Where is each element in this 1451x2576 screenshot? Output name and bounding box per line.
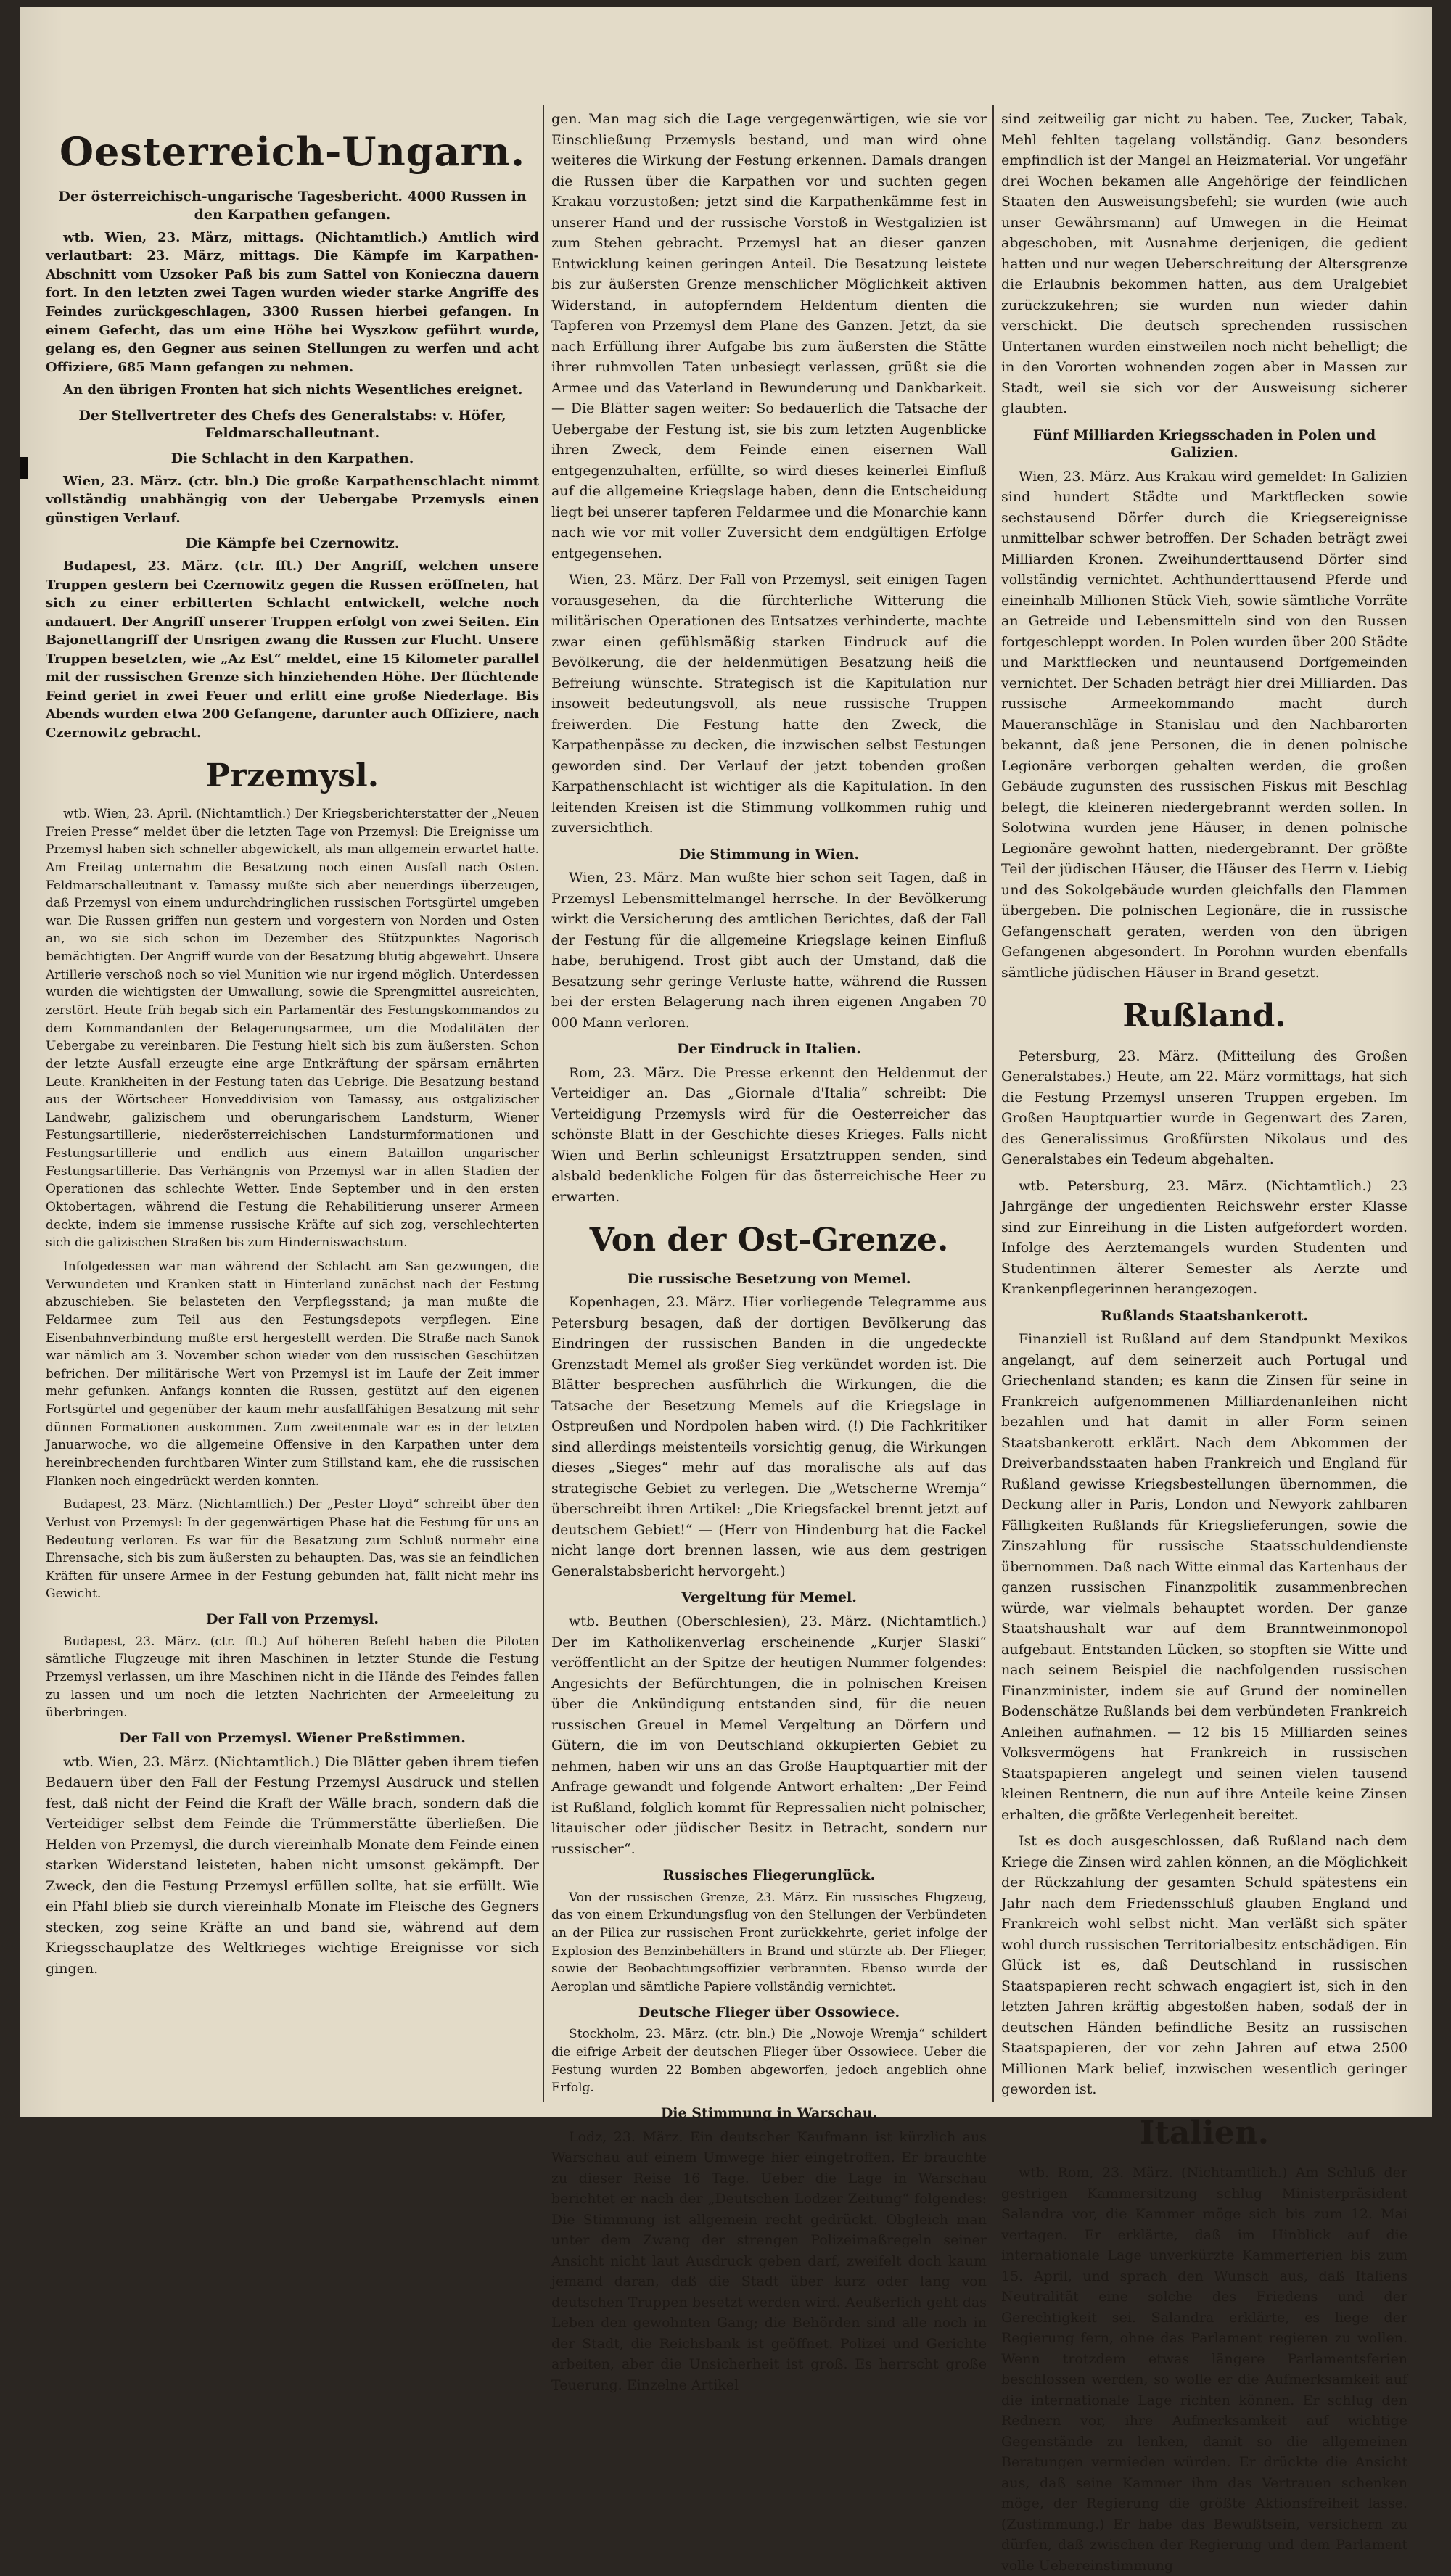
section-heading-oesterreich: Oesterreich-Ungarn.: [59, 128, 526, 175]
column-rule-2: [992, 105, 994, 2102]
article-text: Finanziell ist Rußland auf dem Standpunkt Mexikos angelangt, auf dem seinerzeit auch Portugal und Griechenland standen; es kann die Zinsen für seine in Frankreich aufgenommenen Milliardenanleihen nicht bezahlen und hat damit in aller Form seinen Staatsbankerott erklärt. Nach dem Abkommen der Dreiverbandsstaaten haben Frankreich und England für Rußland gewisse Kriegsbestellungen übernommen, die Deckung aller in Paris, London und Newyork zahlbaren Fälligkeiten Rußlands für Kriegslieferungen, sowie die Zinszahlung für russische Staatsschuldendienste übernommen. Daß nach Witte einmal das Kartenhaus der ganzen russischen Finanzpolitik zusammenbrechen würde, war vielmals behauptet worden. Der ganze Staatshaushalt war auf dem Branntweinmonopol aufgebaut. Entstanden Lücken, so stopften sie Witte und nach seinem Beispiel die nachfolgenden russischen Finanzminister, indem sie auf Grund der nominellen Bodenschätze Rußlands bei dem verbündeten Frankreich Anleihen aufnahmen. — 12 bis 15 Milliarden seines Volksvermögens hat Frankreich in russischen Staatspapieren angelegt und seinen vielen tausend kleinen Rentnern, die nun auf ihre Anteile keine Zinsen erhalten, die größte Verlegenheit bereitet.: [1001, 1331, 1407, 1823]
article-text: Lodz, 23. März. Ein deutscher Kaufmann ist kürzlich aus Warschau auf einem Umwege hier eingetroffen. Er brauchte zu dieser Reise 16 Tage. Ueber die Lage in Warschau berichtet er nach der „Deutschen Lodzer Zeitung“ folgendes: Die Stimmung ist allgemein recht gedrückt. Obgleich man unter dem Zwang der strengen Polizeimaßregeln seiner Ansicht nicht laut Ausdruck geben darf, zweifelt doch kaum jemand daran, daß die Stadt über kurz oder lang von deutschen Truppen besetzt werden wird. Aeußerlich geht das Leben den gewohnten Gang; die Behörden sind alle noch in der Stadt, die Reichsbank ist geöffnet. Polizei und Gerichte arbeiten, aber die Unsicherheit ist groß. Es herrscht große Teuerung. Einzelne Artikel: [551, 2128, 987, 2393]
article-title: Rußlands Staatsbankerott.: [1100, 1307, 1309, 1324]
article-title: Fünf Milliarden Kriegsschaden in Polen und Galizien.: [1032, 427, 1376, 461]
article-text: Infolgedessen war man während der Schlacht am San gezwungen, die Verwundeten und Kranken statt in Hinterland zunächst nach der Festung abzuschieben. Sie belasteten den Verpflegsstand; ja man mußte die Feldarmee zum Teil aus den Festungsdepots verpflegen. Eine Eisenbahnverbindung mußte erst hergestellt werden. Die Straße nach Sanok war nämlich am 3. November schon wieder von den russischen Geschützen befrichen. Der militärische Wert von Przemysl ist im Laufe der Zeit immer mehr gefunken. Anfangs konnten die Russen, gestützt auf den eigenen Fortsgürtel und gegenüber der kaum mehr ausfallfähigen Besatzung mit sehr dünnen Formationen auskommen. Zum zweitenmale war es in der letzten Januarwoche, wo die allgemeine Offensive in den Karpathen unter dem hereinbrechenden furchtbaren Winter zum Stillstand kam, ehe die russischen Flanken noch eingedrückt werden konnten.: [46, 1259, 539, 1489]
section-heading-italien: Italien.: [1139, 2114, 1270, 2152]
article-title: Die Stimmung in Wien.: [678, 846, 860, 863]
article-text: Wien, 23. März. (ctr. bln.) Die große Karpathenschlacht nimmt vollständig unabhängig von der Uebergabe Przemysls einen günstigen Verlauf.: [46, 473, 539, 526]
section-heading-russland: Rußland.: [1122, 997, 1286, 1035]
article-title: Der Fall von Przemysl. Wiener Preßstimmen.: [119, 1730, 466, 1747]
article-text: Wien, 23. März. Der Fall von Przemysl, seit einigen Tagen vorausgesehen, da die fürchterliche Witterung die militärischen Operationen des Entsatzes verhinderte, machte zwar einen gefühlsmäßig starken Eindruck auf die Bevölkerung, die der heldenmütigen Besatzung heiß die Befreiung wünschte. Strategisch ist die Kapitulation nur insoweit bedeutungsvoll, als neue russische Truppen freiwerden. Die Festung hatte den Zweck, die Karpathenpässe zu decken, die inzwischen selbst Festungen geworden sind. Der Verlauf der jetzt tobenden großen Karpathenschlacht ist wichtiger als die Kapitulation. In den leitenden Kreisen ist die Stimmung vollkommen ruhig und zuversichtlich.: [551, 572, 987, 836]
article-title: Der Fall von Przemysl.: [206, 1611, 379, 1628]
article-text: Budapest, 23. März. (ctr. fft.) Auf höheren Befehl haben die Piloten sämtliche Flugzeuge mit ihren Maschinen in letzter Stunde die Festung Przemysl verlassen, um ihre Maschinen nicht in die Hände des Feindes fallen zu lassen und um noch die letzten Nachrichten der Armeeleitung zu überbringen.: [46, 1634, 539, 1721]
article-title: Vergeltung für Memel.: [681, 1589, 857, 1606]
article-title: Die Stimmung in Warschau.: [660, 2104, 878, 2121]
article-signature: Der Stellvertreter des Chefs des Generalstabs: v. Höfer, Feldmarschalleutnant.: [78, 407, 506, 442]
article-text: Petersburg, 23. März. (Mitteilung des Großen Generalstabes.) Heute, am 22. März vormittags, hat sich die Festung Przemysl unseren Truppen ergeben. Im Großen Hauptquartier wurde in Gegenwart des Zaren, des Generalissimus Großfürsten Nikolaus und des Generalstabes ein Tedeum abgehalten.: [1001, 1048, 1407, 1168]
article-text: wtb. Wien, 23. März, mittags. (Nichtamtlich.) Amtlich wird verlautbart: 23. März, mittags. Die Kämpfe im Karpathen-Abschnitt vom Uzsoker Paß bis zum Sattel von Konieczna dauern fort. In den letzten zwei Tagen wurden wieder starke Angriffe des Feindes zurückgeschlagen, 3300 Russen hierbei gefangen. In einem Gefecht, das um eine Höhe bei Wyszkow geführt wurde, gelang es, den Gegner aus seinen Stellungen zu werfen und acht Offiziere, 685 Mann gefangen zu nehmen.: [46, 229, 539, 375]
article-text: wtb. Petersburg, 23. März. (Nichtamtlich.) 23 Jahrgänge der ungedienten Reichswehr erster Klasse sind zur Einreihung in die Listen aufgefordert worden. Infolge des Aerztemangels wurden Studenten und Studentinnen älterer Semester als Aerzte und Krankenpflegerinnen herangezogen.: [1001, 1177, 1407, 1298]
article-text: Wien, 23. März. Man wußte hier schon seit Tagen, daß in Przemysl Lebensmittelmangel herrsche. In der Bevölkerung wirkt die Versicherung des amtlichen Berichtes, daß der Fall der Festung für die allgemeine Kriegslage keinen Einfluß habe, beruhigend. Trost gibt auch der Umstand, daß die Besatzung sehr geringe Verluste hatte, während die Russen bei der ersten Belagerung nach ihren eigenen Angaben 70 000 Mann verloren.: [551, 870, 987, 1031]
article-title: Russisches Fliegerunglück.: [662, 1867, 876, 1884]
article-text: wtb. Beuthen (Oberschlesien), 23. März. (Nichtamtlich.) Der im Katholikenverlag erscheinende „Kurjer Slaski“ veröffentlicht an der Spitze der heutigen Nummer folgendes: Angesichts der Befürchtungen, die in polnischen Kreisen über die Ankündigung entstanden sind, für die neuen russischen Greuel in Memel Vergeltung an Dörfern und Gütern, die im von Deutschland okkupierten Gebiet zu nehmen, haben wir uns an das Große Hauptquartier mit der Anfrage gewandt und folgende Antwort erhalten: „Der Feind ist Rußland, folglich kommt für Repressalien nicht polnischer, litauischer oder jüdischer Besitz in Betracht, sondern nur russischer“.: [551, 1613, 987, 1857]
column-2: [551, 109, 987, 2393]
article-text: wtb. Rom, 23. März. (Nichtamtlich.) Am Schluß der gestrigen Kammersitzung schlug Ministerpräsident Salandra vor, die Kammer möge sich bis zum 12. Mai vertagen. Er erklärte, daß im Hinblick auf die internationale Lage unverkürzte Kammerferien bis zum 15. April, und sprach den Wunsch aus, daß Italiens Neutralität eine solche des Friedens und der Gerechtigkeit sei. Salandra erklärte, es liege der Regierung fern, ohne das Parlament regieren zu wollen. Wenn trotzdem etwas längere Parlamentsferien beschlossen werden, so wolle er die Aufmerksamkeit auf die internationale Lage richten können. Er schlug den Rednern vor, ihre Aufmerksamkeit auf wichtige Gegenstände zu lenken, damit so die allgemeinen Beratungen vermieden würden. Er drückte die Ansicht aus, daß seine Kammer ihm das Vertrauen schenken möge, der Regierung die größte Aktionsfreiheit lasse. (Zustimmung.) Er habe das Bewußtsein, versichern zu dürfen, daß zwischen der Regierung und dem Parlament volle Uebereinstimmung: [1001, 2165, 1407, 2574]
column-rule-1: [543, 105, 544, 2102]
article-title: Die russische Besetzung von Memel.: [627, 1270, 911, 1287]
article-text: Rom, 23. März. Die Presse erkennt den Heldenmut der Verteidiger an. Das „Giornale d'Italia“ schreibt: Die Verteidigung Przemysls wird für die Oesterreicher das schönste Blatt in der Geschichte dieses Krieges. Falls nicht Wien und Berlin schleunigst Ersatztruppen senden, sind alsbald bedenkliche Folgen für das österreichische Heer zu erwarten.: [551, 1064, 987, 1205]
article-text: Von der russischen Grenze, 23. März. Ein russisches Flugzeug, das von einem Erkundungsflug von den Stellungen der Verbündeten an der Pilica zur russischen Front zurückkehrte, geriet infolge der Explosion des Benzinbehälters in Brand und stürzte ab. Der Flieger, sowie der Beobachtungsoffizier verbrannten. Ebenso wurde der Aeroplan und sämtliche Papiere vollständig vernichtet.: [551, 1890, 987, 1995]
article-text: sind zeitweilig gar nicht zu haben. Tee, Zucker, Tabak, Mehl fehlten tagelang vollständig. Ganz besonders empfindlich ist der Mangel an Heizmaterial. Vor ungefähr drei Wochen bekamen alle Angehörige der feindlichen Staaten den Ausweisungsbefehl; sie wurden (wie auch unser Gewährsmann) auf Umwegen in die Heimat abgeschoben, mit Ausnahme derjenigen, die gedient hatten und nur wegen Ueberschreitung der Altersgrenze die Erlaubnis bekommen hatten, aus dem Uralgebiet zurückzukehren; sie wurden nun wieder dahin verschickt. Die deutsch sprechenden russischen Untertanen wurden einstweilen noch nicht behelligt; die in den Vororten wohnenden zogen aber in Massen zur Stadt, weil sie sich vor der Ausweisung sicherer glaubten.: [1001, 111, 1407, 416]
article-text: Stockholm, 23. März. (ctr. bln.) Die „Nowoje Wremja“ schildert die eifrige Arbeit der deutschen Flieger über Ossowiece. Ueber die Festung wurden 22 Bomben abgeworfen, jedoch angeblich ohne Erfolg.: [551, 2027, 987, 2096]
article-text: wtb. Wien, 23. April. (Nichtamtlich.) Der Kriegsberichterstatter der „Neuen Freien Presse“ meldet über die letzten Tage von Przemysl: Die Ereignisse um Przemysl haben sich schneller abgewickelt, als man allgemein erwartet hatte. Am Freitag unternahm die Besatzung noch einen Ausfall nach Osten. Feldmarschalleutnant v. Tamassy mußte sich aber neuerdings überzeugen, daß Przemysl von einem undurchdringlichen russischen Fortsgürtel umgeben war. Die Russen griffen nun gestern und vorgestern von Norden und Osten an, wo sie sich schon im Dezember des Stützpunktes Nagorisch bemächtigten. Der Angriff wurde von der Besatzung blutig abgewehrt. Unsere Artillerie verschoß noch so viel Munition wie nur irgend möglich. Unterdessen wurden die wichtigsten der Umwallung, sowie die Sprengmittel ausreichten, zerstört. Heute früh begab sich ein Parlamentär des Festungskommandos zu dem Kommandanten der Belagerungsarmee, um die Modalitäten der Uebergabe zu vereinbaren. Die Festung hielt sich bis zum äußersten. Schon der letzte Ausfall erzeugte eine arge Entkräftung der spärsam ernährten Leute. Krankheiten in der Festung taten das Uebrige. Die Besatzung bestand aus der Wörtscheer Honveddivision von Tamassy, aus ostgalizischer Landwehr, galizischem und oberungarischem Landsturm, Wiener Festungsartillerie, niederösterreichischen Landsturmformationen und Festungsartillerie und endlich aus einem Bataillon ungarischer Festungsartillerie. Das Verhängnis von Przemysl war in allen Stadien der Operationen das schlechte Wetter. Ende September und in den ersten Oktobertagen, während die Festung die Rehabilitierung unserer Armeen deckte, indem sie immense russische Kräfte auf sich zog, verschlechterten sich die galizischen Straßen bis zum Hinderniswachstum.: [46, 806, 539, 1251]
article-text: An den übrigen Fronten hat sich nichts Wesentliches ereignet.: [63, 382, 523, 398]
article-title: Deutsche Flieger über Ossowiece.: [638, 2004, 900, 2020]
column-3: [1001, 109, 1407, 2574]
section-heading-przemysl: Przemysl.: [205, 757, 379, 794]
article-title: Die Schlacht in den Karpathen.: [170, 450, 414, 467]
article-title: Der österreichisch-ungarische Tagesbericht. 4000 Russen in den Karpathen gefangen.: [58, 189, 527, 223]
scan-edge-mark: [20, 457, 28, 479]
column-1: [46, 109, 539, 2095]
article-text: Budapest, 23. März. (Nichtamtlich.) Der „Pester Lloyd“ schreibt über den Verlust von Przemysl: In der gegenwärtigen Phase hat die Festung für uns an Bedeutung verloren. Es war für die Besatzung zum Schluß nurmehr eine Ehrensache, sich bis zum äußersten zu behaupten. Das, was sie an feindlichen Kräften für unsere Armee in der Festung gebunden hat, fällt nicht mehr ins Gewicht.: [46, 1497, 539, 1602]
article-text: wtb. Wien, 23. März. (Nichtamtlich.) Die Blätter geben ihrem tiefen Bedauern über den Fall der Festung Przemysl Ausdruck und stellen fest, daß nicht der Feind die Kraft der Wälle brach, sondern daß die Verteidiger selbst dem Feinde die Trümmerstätte überließen. Die Helden von Przemysl, die durch viereinhalb Monate dem Feinde einen starken Widerstand leisteten, haben nicht umsonst gekämpft. Der Zweck, den die Festung Przemysl erfüllen sollte, hat sie erfüllt. Wie ein Pfahl blieb sie durch viereinhalb Monate im Fleische des Gegners stecken, zog seine Kräfte an und band sie, während auf dem Kriegsschauplatze des Weltkrieges wichtige Ereignisse vor sich gingen.: [46, 1753, 539, 1977]
article-title: Die Kämpfe bei Czernowitz.: [185, 535, 400, 552]
article-title: Der Eindruck in Italien.: [677, 1041, 861, 1058]
article-text: Wien, 23. März. Aus Krakau wird gemeldet: In Galizien sind hundert Städte und Marktflecken sowie sechstausend Dörfer durch die Kriegsereignisse unmittelbar schwer betroffen. Der Schaden beträgt zwei Milliarden Kronen. Zweihunderttausend Dörfer sind vollständig vernichtet. Achthunderttausend Pferde und eineinhalb Millionen Stück Vieh, sowie sämtliche Vorräte an Getreide und Lebensmitteln sind von den Russen fortgeschleppt worden. In Polen wurden über 200 Städte und Marktflecken und neuntausend Dorfgemeinden vernichtet. Der Schaden beträgt hier drei Milliarden. Das russische Armeekommando macht durch Maueranschläge in Stanislau und den Nachbarorten bekannt, daß jene Personen, die in denen polnische Legionäre verborgen gehalten werden, die großen Gebäude zugunsten des russischen Fiskus mit Beschlag belegt, die kleineren niedergebrannt werden sollen. In Solotwina wurden jene Häuser, in denen polnische Legionäre gewohnt hatten, niedergebrannt. Der größte Teil der jüdischen Häuser, die Häuser des Herrn v. Liebig und des Sokolgebäude wurden gleichfalls den Flammen übergeben. Die polnischen Legionäre, die in russische Gefangenschaft geraten, werden von den übrigen Gefangenen abgesondert. In Porohnn wurden ebenfalls sämtliche jüdischen Häuser in Brand gesetzt.: [1001, 468, 1407, 981]
section-heading-ost-grenze: Von der Ost-Grenze.: [589, 1222, 949, 1259]
newspaper-page: [20, 7, 1432, 2574]
article-text: gen. Man mag sich die Lage vergegenwärtigen, wie sie vor Einschließung Przemysls bestand, und man wird ohne weiteres die Wirkung der Festung erkennen. Damals drangen die Russen über die Karpathen vor und suchten gegen Krakau vorzustoßen; jetzt sind die Karpathenkämme fest in unserer Hand und der russische Vorstoß in Westgalizien ist zum Stehen gebracht. Przemysl hat an dieser ganzen Entwicklung keinen geringen Anteil. Die Besatzung leistete bis zur äußersten Grenze menschlicher Möglichkeit aktiven Widerstand, in aufopferndem Heldentum dienten die Tapferen von Przemysl dem Plane des Ganzen. Jetzt, da sie nach Erfüllung ihrer Aufgabe bis zum äußersten die Stätte ihrer ruhmvollen Taten unbesiegt verlassen, grüßt sie die Armee und das Vaterland in Bewunderung und Dankbarkeit. — Die Blätter sagen weiter: So bedauerlich die Tatsache der Uebergabe der Festung ist, sie bis zum letzten Augenblicke ihren Zweck, dem Feinde einen eisernen Wall entgegenzuhalten, erfüllte, so wird dieses keinerlei Einfluß auf die allgemeine Kriegslage haben, denn die Entscheidung liegt bei unserer tapferen Feldarmee und die Monarchie kann nach wie vor mit voller Zuversicht dem endgültigen Erfolge entgegensehen.: [551, 111, 987, 561]
article-text: Kopenhagen, 23. März. Hier vorliegende Telegramme aus Petersburg besagen, daß der dortigen Bevölkerung das Eindringen der russischen Banden in die ungedeckte Grenzstadt Memel als großer Sieg verkündet worden ist. Die Blätter besprechen ausführlich die Wirkungen, die die Tatsache der Besetzung Memels auf die Kriegslage in Ostpreußen und Nordpolen haben wird. (!) Die Fachkritiker sind allerdings meistenteils vorsichtig genug, die Wirkungen dieses „Sieges“ mehr auf das moralische als auf das strategische Gebiet zu verlegen. Die „Wetscherne Wremja“ überschreibt ihren Artikel: „Die Kriegsfackel brennt jetzt auf deutschem Gebiet!“ — (Herr von Hindenburg hat die Fackel nicht lange dort brennen lassen, wie aus dem gestrigen Generalstabsbericht hervorgeht.): [551, 1294, 987, 1579]
article-text: Budapest, 23. März. (ctr. fft.) Der Angriff, welchen unsere Truppen gestern bei Czernowitz gegen die Russen eröffneten, hat sich zu einer erbitterten Schlacht entwickelt, welche noch andauert. Der Angriff unserer Truppen erfolgt von zwei Seiten. Ein Bajonettangriff der Unsrigen zwang die Russen zur Flucht. Unsere Truppen besetzten, wie „Az Est“ meldet, eine 15 Kilometer parallel mit der russischen Grenze sich hinziehenden Höhe. Der flüchtende Feind geriet in zwei Feuer und erlitt eine große Niederlage. Bis Abends wurden etwa 200 Gefangene, darunter auch Offiziere, nach Czernowitz gebracht.: [46, 559, 539, 741]
article-text: Ist es doch ausgeschlossen, daß Rußland nach dem Kriege die Zinsen wird zahlen können, an die Möglichkeit der Rückzahlung der gesamten Schuld spätestens ein Jahr nach dem Friedensschluß glauben England und Frankreich wohl selbst nicht. Man verläßt sich später wohl durch russischen Territorialbesitz entschädigen. Ein Glück ist es, daß Deutschland in russischen Staatspapieren recht schwach engagiert ist, sich in den letzten Jahren kräftig abgestoßen haben, sodaß der in deutschen Händen befindliche Besitz an russischen Staatspapieren, der vor zehn Jahren auf etwa 2500 Millionen Mark belief, inzwischen wesentlich geringer geworden ist.: [1001, 1833, 1407, 2098]
